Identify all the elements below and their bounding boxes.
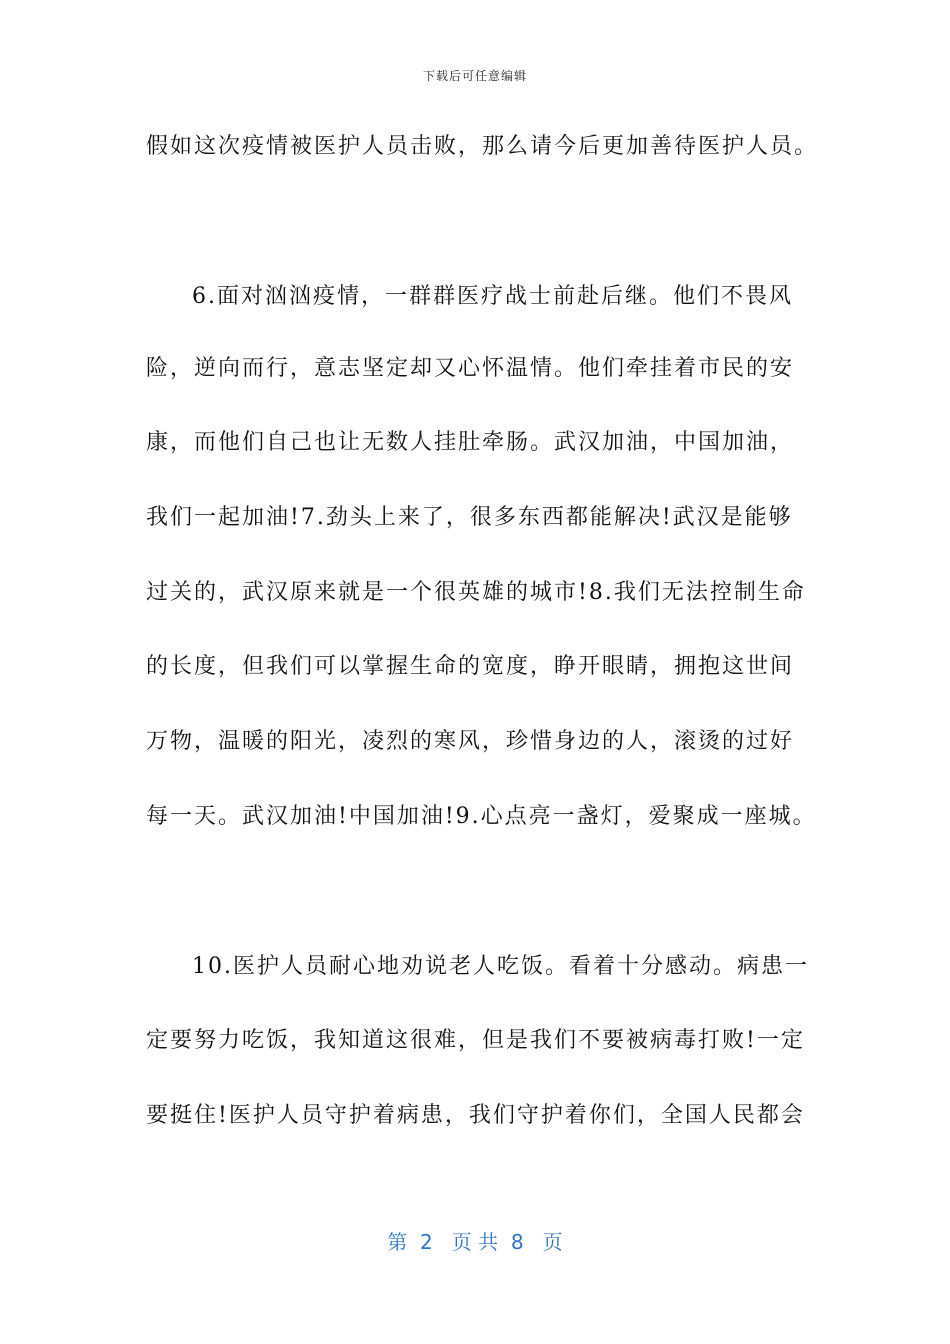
text-line-2: 6.面对汹汹疫情，一群群医疗战士前赴后继。他们不畏风 [192,284,793,309]
text-line-6: 过关的，武汉原来就是一个很英雄的城市!8.我们无法控制生命 [146,580,806,605]
download-note: 下载后可任意编辑 [422,69,527,83]
page-number: 第 2 页 共 8 页 [387,1230,563,1254]
text-line-8: 万物，温暖的阳光，凌烈的寒风，珍惜身边的人，滚烫的过好 [146,729,795,754]
text-line-1: 假如这次疫情被医护人员击败，那么请今后更加善待医护人员。 [146,134,819,159]
text-line-10: 10.医护人员耐心地劝说老人吃饭。看着十分感动。病患一 [192,954,809,979]
text-line-5: 我们一起加油!7.劲头上来了，很多东西都能解决!武汉是能够 [146,505,793,530]
text-line-9: 每一天。武汉加油!中国加油!9.心点亮一盏灯，爱聚成一座城。 [146,804,817,829]
text-line-12: 要挺住!医护人员守护着病患，我们守护着你们，全国人民都会 [146,1103,805,1128]
text-line-3: 险，逆向而行，意志坚定却又心怀温情。他们牵挂着市民的安 [146,356,795,381]
text-line-4: 康，而他们自己也让无数人挂肚牵肠。武汉加油，中国加油， [146,430,795,455]
text-line-11: 定要努力吃饭，我知道这很难，但是我们不要被病毒打败!一定 [146,1028,805,1053]
text-line-7: 的长度，但我们可以掌握生命的宽度，睁开眼睛，拥抱这世间 [146,654,795,679]
